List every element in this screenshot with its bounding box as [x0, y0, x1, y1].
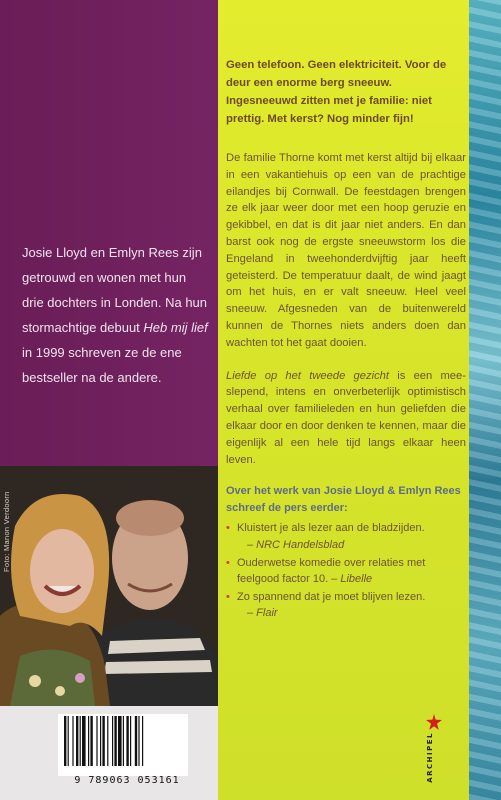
paragraph-2-text: is een meeslepend, intens en onverbeterlijk optimistisch verhaal over familieleden en hun geliefden die elkaar door en door denken te kennen, maar die eigenlijk al een hele tijd langs elkaar heen leven. [226, 369, 466, 466]
cover-edge-strip [469, 0, 501, 800]
intro-text: Geen telefoon. Geen elektriciteit. Voor de deur een enorme berg sneeuw. Ingesneeuwd zitten met je familie: niet prettig. Met kerst? Nog minder fijn! [226, 59, 447, 125]
barcode-bar [102, 716, 104, 766]
quote-item [226, 520, 466, 552]
barcode-bar [135, 716, 137, 766]
barcode-bar [118, 716, 122, 766]
bullet-icon: • [226, 591, 230, 604]
bio-debut-title: Heb mij lief [143, 320, 208, 335]
barcode-bar [112, 716, 113, 766]
photo-credit: Foto: Manon Verdoorn [2, 491, 11, 572]
barcode-bar [114, 716, 116, 766]
barcode-bar [142, 716, 143, 766]
paragraph-2 [226, 368, 466, 469]
barcode-bar [96, 716, 97, 766]
book-title: Liefde op het tweede gezicht [226, 369, 389, 382]
barcode-bar [64, 716, 66, 766]
quote-source: Libelle [340, 572, 373, 585]
barcode-bar [130, 716, 131, 766]
author-photo [0, 466, 218, 706]
author-bio [22, 240, 208, 390]
publisher-logo [420, 706, 448, 792]
quote-text: Kluistert je als lezer aan de bladzijden. [237, 522, 425, 535]
barcode-bar [82, 716, 86, 766]
quote-source: – NRC Handelsblad [247, 538, 345, 551]
barcode-bar [68, 716, 69, 766]
press-quotes [226, 520, 466, 621]
barcode-bar [80, 716, 81, 766]
press-heading: Over het werk van Josie Lloyd & Emlyn Rees schreef de pers eerder: [226, 485, 461, 514]
barcode-bar [90, 716, 92, 766]
barcode-bar [100, 716, 101, 766]
quote-text: Zo spannend dat je moet blijven lezen. [237, 591, 426, 604]
star-icon [426, 714, 442, 730]
barcode-bar [123, 716, 124, 766]
barcode [58, 714, 188, 776]
isbn-number: 9 789063 053161 [74, 775, 180, 786]
blurb [226, 56, 466, 624]
barcode-bar [72, 716, 73, 766]
bullet-icon: • [226, 556, 230, 569]
barcode-bar [107, 716, 108, 766]
publisher-name: ARCHIPEL [426, 732, 434, 783]
bio-text-2: in 1999 schreven ze de ene bestseller na de andere. [22, 345, 182, 385]
barcode-bar [76, 716, 78, 766]
paragraph-1: De familie Thorne komt met kerst altijd bij elkaar in een vakantiehuis op een van de prachtige eilandjes bij Cornwall. De feestdagen brengen ze elk jaar weer door met een hoop geruzie en gekibbel, en dat is dit jaar niet anders. En dan barst ook nog de ergste sneeuwstorm los die Engeland in tweehonderdvijftig jaar heeft geteisterd. De temperatuur daalt, de wind jaagt om het huis, en er valt sneeuw. Heel veel sneeuw. Afgesneden van de buitenwereld kunnen de Thornes niets anders doen dan wachten tot het gaat dooien. [226, 152, 466, 349]
quote-text: Ouderwetse komedie over relaties met feelgood factor 10. – [237, 556, 426, 585]
barcode-bar [88, 716, 89, 766]
quote-item [226, 555, 466, 587]
bio-text-1: Josie Lloyd en Emlyn Rees zijn getrouwd en wonen met hun drie dochters in Londen. Na hun stormachtige debuut [22, 245, 208, 335]
bullet-icon: • [226, 522, 230, 535]
quote-source: – Flair [247, 607, 278, 620]
barcode-bar [126, 716, 128, 766]
quote-item [226, 589, 466, 621]
barcode-bar [138, 716, 139, 766]
